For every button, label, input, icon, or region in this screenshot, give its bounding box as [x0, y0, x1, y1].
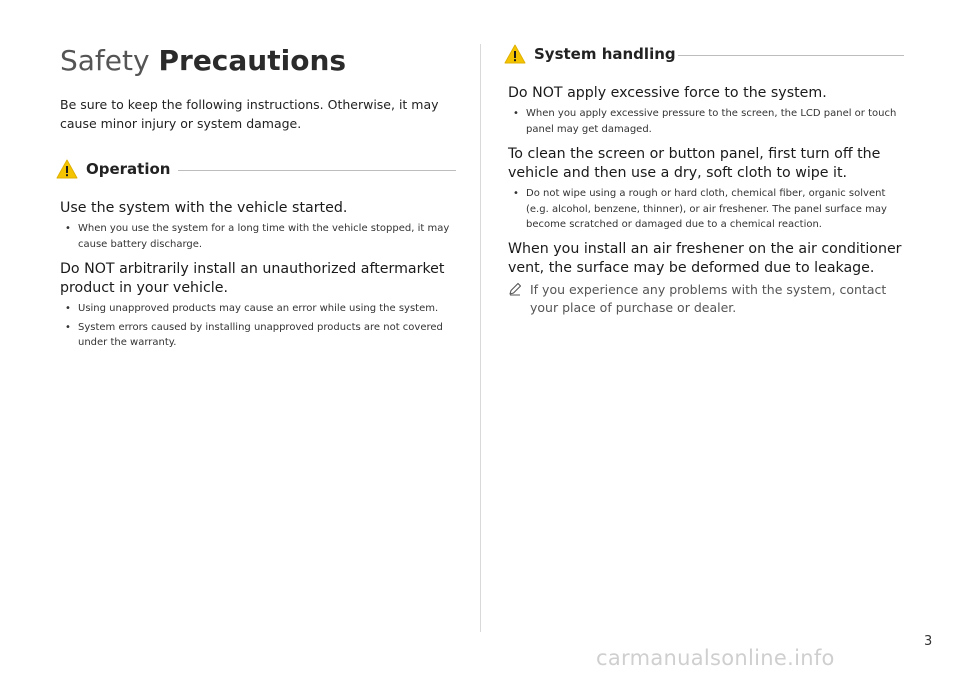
bullet-text: When you use the system for a long time with the vehicle stopped, it may cause battery discharge. — [78, 223, 450, 250]
note — [508, 281, 908, 317]
operation-item-1 — [60, 199, 460, 255]
handling-item-3 — [508, 240, 908, 281]
bullet-list — [508, 106, 908, 137]
item-title: When you install an air freshener on the air conditioner vent, the surface may be deformed due to leakage. — [508, 241, 902, 276]
handling-item-2 — [508, 145, 908, 236]
page-title — [60, 41, 346, 81]
title-light: Safety — [60, 44, 150, 77]
title-bold: Precautions — [158, 44, 347, 77]
handling-item-1 — [508, 84, 908, 140]
warning-triangle-icon — [56, 159, 78, 179]
bullet-text: Do not wipe using a rough or hard cloth, chemical fiber, organic solvent (e.g. alcohol, benzene, thinner), or air freshener. The panel surface may become scratched or damaged due to a chemical reaction. — [526, 188, 887, 230]
bullet-dot: • — [513, 108, 519, 119]
item-title: Do NOT arbitrarily install an unauthorized aftermarket product in your vehicle. — [60, 261, 445, 296]
section-title-operation: Operation — [86, 160, 171, 178]
bullet-dot: • — [65, 321, 71, 333]
item-title: To clean the screen or button panel, first turn off the vehicle and then use a dry, soft cloth to wipe it. — [508, 146, 881, 181]
bullet-text: System errors caused by installing unapproved products are not covered under the warranty. — [78, 321, 443, 348]
bullet-list — [60, 301, 460, 351]
section-heading-operation — [56, 159, 456, 181]
section-rule — [678, 55, 904, 56]
bullet-text: When you apply excessive pressure to the screen, the LCD panel or touch panel may get damaged. — [526, 108, 897, 135]
warning-triangle-icon — [504, 44, 526, 64]
list-item — [508, 186, 908, 233]
bullet-list — [60, 221, 460, 252]
list-item — [60, 221, 460, 252]
item-title: Do NOT apply excessive force to the system. — [508, 85, 827, 101]
list-item — [508, 106, 908, 137]
note-text: If you experience any problems with the system, contact your place of purchase or dealer. — [530, 282, 887, 315]
handling-note — [508, 281, 908, 317]
page-number: 3 — [924, 634, 933, 649]
list-item — [60, 301, 460, 317]
watermark: carmanualsonline.info — [596, 646, 835, 670]
bullet-dot: • — [65, 303, 71, 314]
bullet-list — [508, 186, 908, 233]
list-item — [60, 320, 460, 351]
section-heading-system-handling — [504, 44, 904, 66]
intro-text: Be sure to keep the following instructions. Otherwise, it may cause minor injury or system damage. — [60, 97, 439, 131]
pencil-note-icon — [508, 282, 522, 296]
section-rule — [178, 170, 456, 171]
bullet-dot: • — [513, 188, 519, 199]
bullet-dot: • — [65, 223, 71, 234]
bullet-text: Using unapproved products may cause an error while using the system. — [78, 303, 439, 314]
item-title: Use the system with the vehicle started. — [60, 200, 348, 216]
section-title-system-handling: System handling — [534, 45, 676, 63]
operation-item-2 — [60, 260, 460, 354]
column-divider — [480, 44, 481, 632]
